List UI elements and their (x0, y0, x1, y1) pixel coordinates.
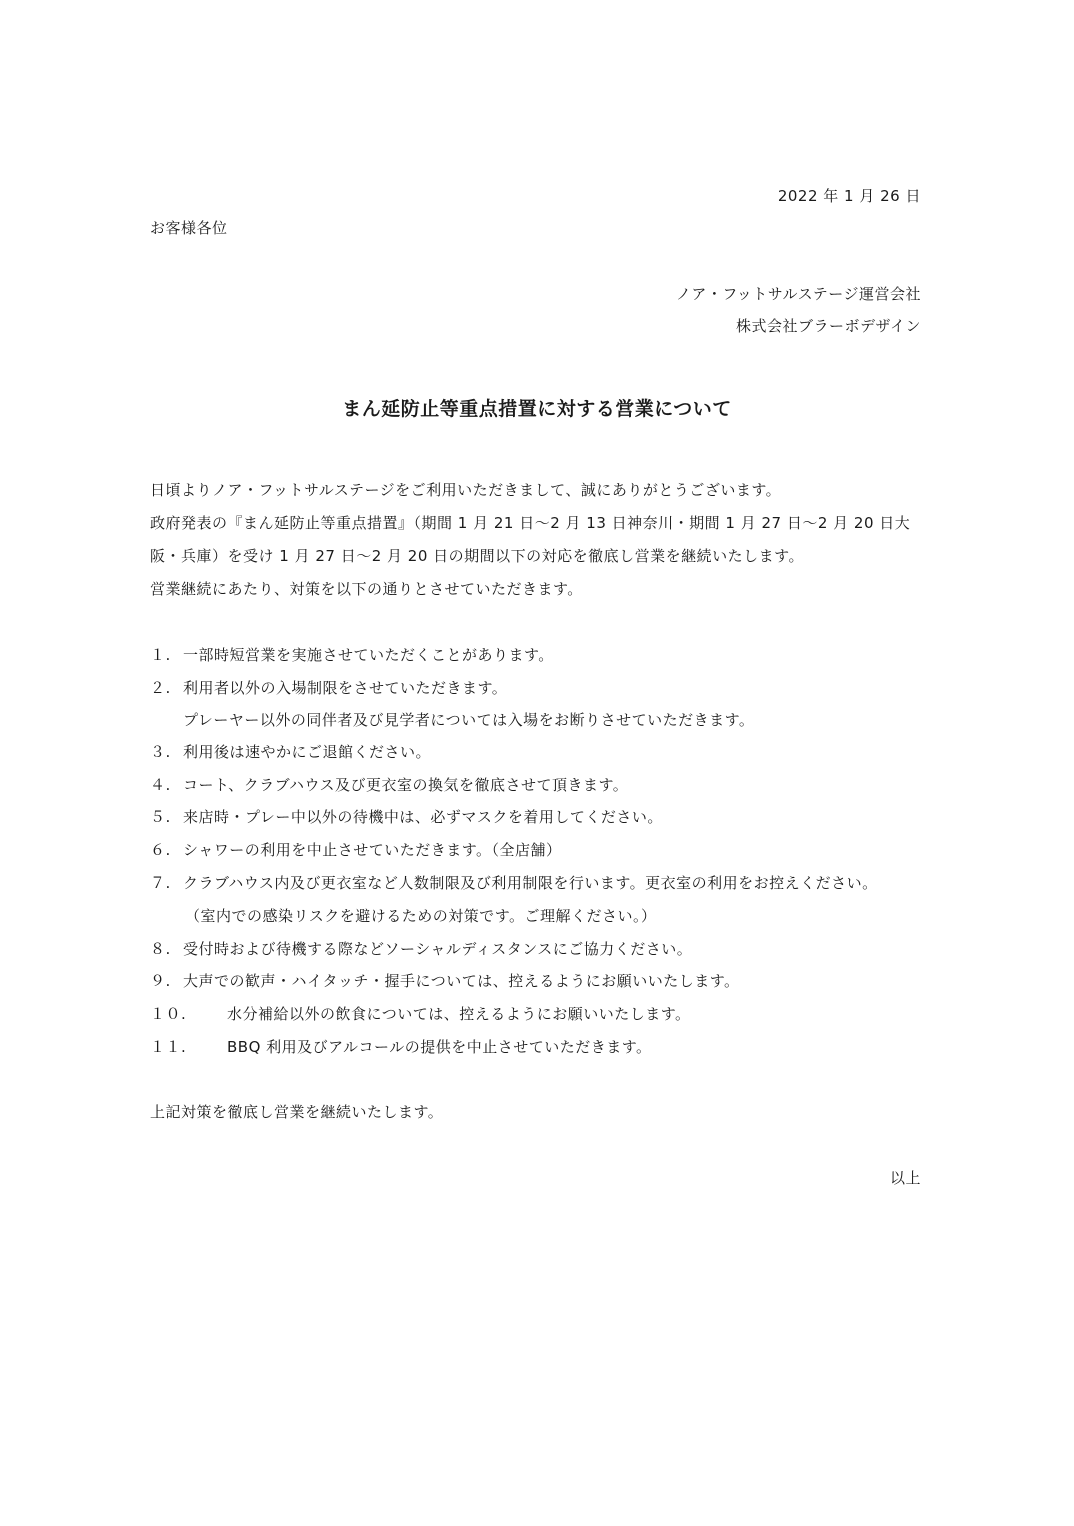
list-item-number: ２. (150, 679, 171, 697)
list-item (150, 678, 507, 698)
list-item (150, 742, 431, 762)
list-item-number: ３. (150, 743, 171, 761)
list-item (150, 873, 878, 893)
sender-company: 株式会社ブラーボデザイン (736, 317, 921, 335)
addressee: お客様各位 (150, 219, 228, 237)
list-item-number: １. (150, 646, 171, 664)
intro-line-1: 日頃よりノア・フットサルステージをご利用いただきまして、誠にありがとうございます。 (150, 481, 782, 499)
list-item-text: 受付時および待機する際などソーシャルディスタンスにご協力ください。 (183, 940, 693, 958)
list-item (150, 840, 562, 860)
intro-line-2: 政府発表の『まん延防止等重点措置』（期間 1 月 21 日～2 月 13 日神奈川・期間 1 月 27 日～2 月 20 日大 (150, 514, 911, 532)
list-item-number: ６. (150, 841, 171, 859)
list-item (150, 645, 554, 665)
list-item-number: ４. (150, 776, 171, 794)
closing-statement: 上記対策を徹底し営業を継続いたします。 (150, 1103, 444, 1121)
document-title: まん延防止等重点措置に対する営業について (342, 398, 732, 420)
list-item-text: 水分補給以外の飲食については、控えるようにお願いいたします。 (227, 1005, 691, 1023)
list-item (150, 807, 663, 827)
list-item (150, 775, 628, 795)
list-item-number: ９. (150, 972, 171, 990)
list-item-number: ８. (150, 940, 171, 958)
list-item (150, 1004, 691, 1024)
list-item (150, 1037, 652, 1057)
list-item-number: １０. (150, 1005, 187, 1023)
list-item-continuation: プレーヤー以外の同伴者及び見学者については入場をお断りさせていただきます。 (183, 711, 755, 729)
list-item-text: BBQ 利用及びアルコールの提供を中止させていただきます。 (227, 1038, 652, 1056)
list-item-text: 来店時・プレー中以外の待機中は、必ずマスクを着用してください。 (183, 808, 663, 826)
list-item-text: シャワーの利用を中止させていただきます。（全店舗） (183, 841, 562, 859)
list-item-text: 大声での歓声・ハイタッチ・握手については、控えるようにお願いいたします。 (183, 972, 740, 990)
list-item-text: 一部時短営業を実施させていただくことがあります。 (183, 646, 554, 664)
list-item-number: ５. (150, 808, 171, 826)
list-item-number: ７. (150, 874, 171, 892)
list-item-text: クラブハウス内及び更衣室など人数制限及び利用制限を行います。更衣室の利用をお控えください。 (183, 874, 878, 892)
list-item-continuation: （室内での感染リスクを避けるための対策です。ご理解ください。） (185, 907, 657, 925)
list-item-text: 利用後は速やかにご退館ください。 (183, 743, 432, 761)
intro-line-4: 営業継続にあたり、対策を以下の通りとさせていただきます。 (150, 580, 583, 598)
end-mark: 以上 (889, 1169, 921, 1187)
list-item (150, 939, 692, 959)
list-item-text: 利用者以外の入場制限をさせていただきます。 (183, 679, 508, 697)
document-date: 2022 年 1 月 26 日 (777, 187, 921, 205)
list-item-number: １１. (150, 1038, 187, 1056)
intro-line-3: 阪・兵庫）を受け 1 月 27 日～2 月 20 日の期間以下の対応を徹底し営業を継続いたします。 (150, 547, 804, 565)
list-item-text: コート、クラブハウス及び更衣室の換気を徹底させて頂きます。 (183, 776, 629, 794)
list-item (150, 971, 740, 991)
sender-organization: ノア・フットサルステージ運営会社 (675, 285, 921, 303)
